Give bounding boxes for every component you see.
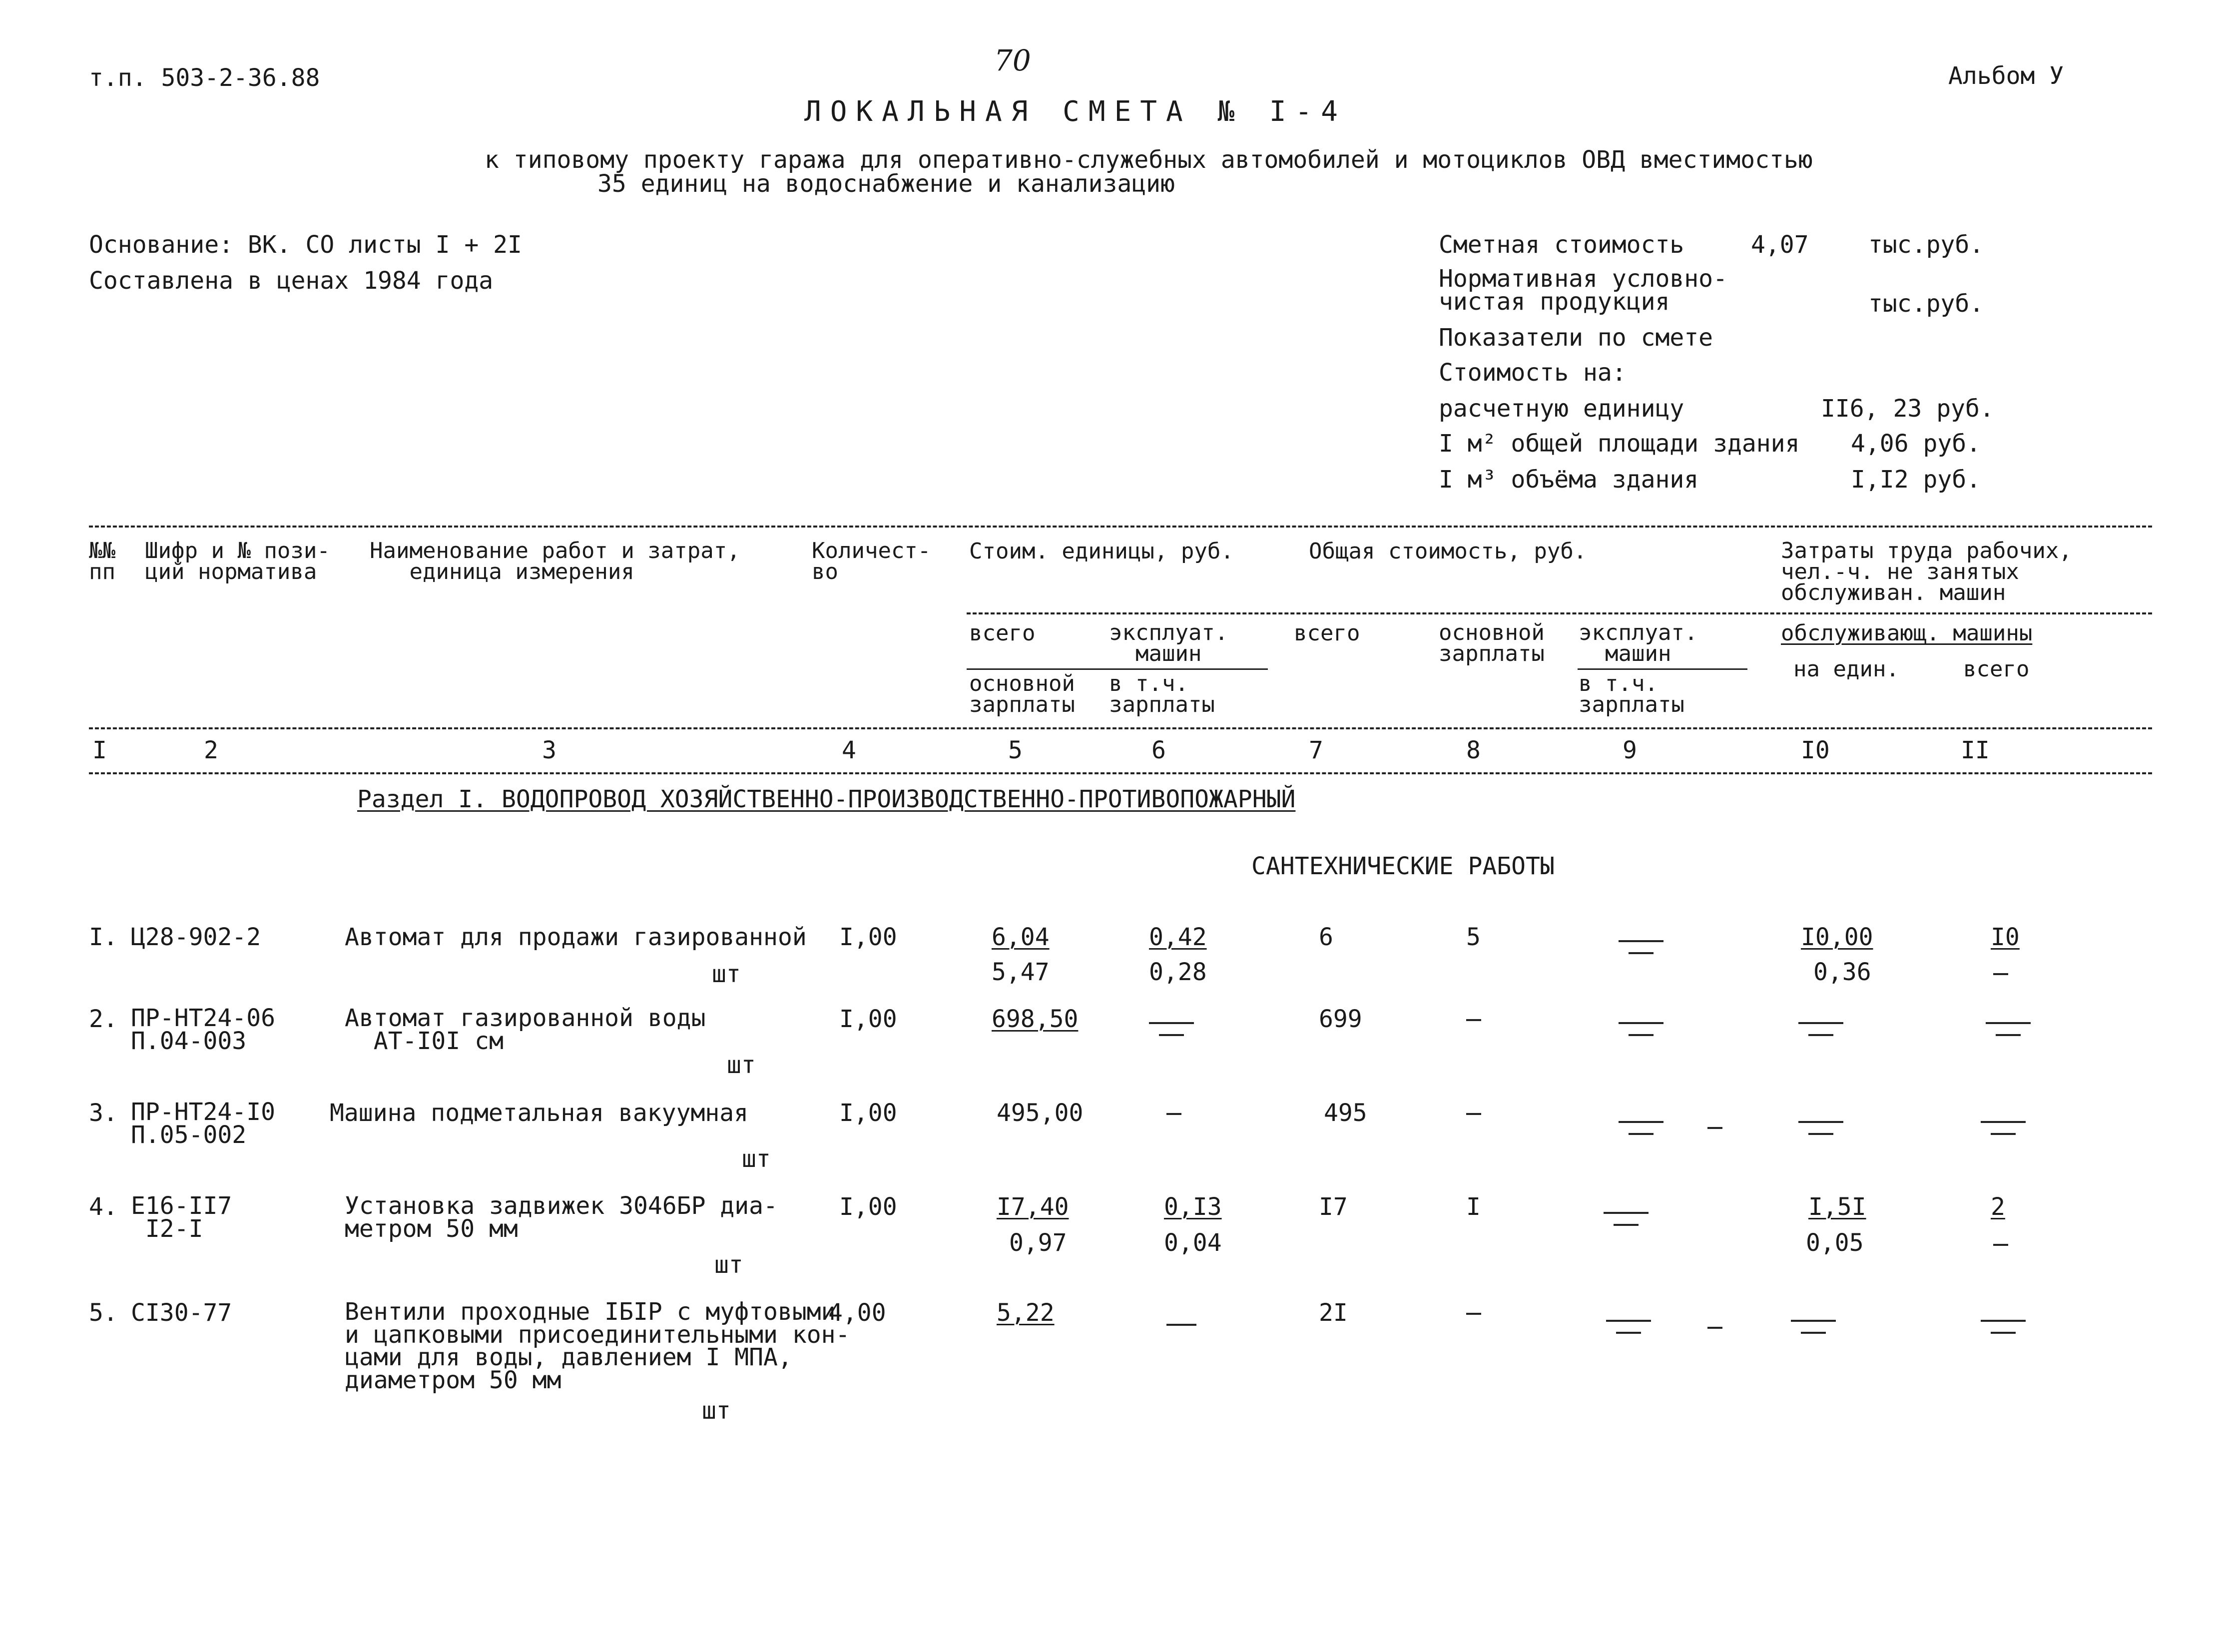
row-unit-cost-total: I7,40 <box>997 1193 1069 1221</box>
estimated-cost-value: 4,07 <box>1751 231 1809 259</box>
per-unit-label: расчетную единицу <box>1439 395 1684 423</box>
subsection-title: САНТЕХНИЧЕСКИЕ РАБОТЫ <box>1251 852 1555 880</box>
row-code: СI30-77 <box>131 1299 232 1327</box>
section-title: Раздел I. ВОДОПРОВОД ХОЗЯЙСТВЕННО-ПРОИЗВОДСТВЕННО-ПРОТИВОПОЖАРНЫЙ <box>357 785 1296 813</box>
labor-total-header: всего <box>1963 656 2030 682</box>
unit-cost-total-underline <box>967 668 1111 670</box>
row-total-machines-extra-dash <box>1707 1327 1722 1329</box>
col-number-7: 7 <box>1309 736 1323 764</box>
col-code-header: Шифр и № пози- ций норматива <box>145 538 330 584</box>
col-name-header: Наименование работ и затрат, единица измерения <box>370 538 740 584</box>
row-total-cost: I7 <box>1319 1193 1348 1221</box>
row-unit-cost-total: 5,22 <box>997 1299 1055 1327</box>
row-unit-cost-machines-dash <box>1166 1324 1196 1326</box>
row-total-cost: 495 <box>1324 1099 1367 1127</box>
row-number: 5. <box>89 1299 118 1327</box>
unit-cost-incl-wages-header: в т.ч. зарплаты <box>1109 671 1215 717</box>
col-unit-cost-header: Стоим. единицы, руб. <box>969 539 1234 564</box>
row-unit-cost-machines: 0,I3 <box>1164 1193 1222 1221</box>
indicators-label: Показатели по смете <box>1439 324 1713 352</box>
row-code: ПР-НТ24-06 П.04-003 <box>131 1004 275 1055</box>
row-unit-cost-machines-dash <box>1166 1113 1181 1115</box>
labor-machines-header: обслуживающ. машины <box>1781 620 2033 646</box>
document-title: ЛОКАЛЬНАЯ СМЕТА № I-4 <box>804 95 1347 128</box>
col-number-11: II <box>1961 736 1990 764</box>
row-quantity: I,00 <box>839 1193 897 1221</box>
estimated-cost-unit: тыс.руб. <box>1868 231 1984 259</box>
row-name: Автомат для продажи газированной <box>345 923 807 951</box>
row-code: Е16-II7 I2-I <box>131 1192 232 1243</box>
col-number-8: 8 <box>1466 736 1481 764</box>
row-unit-cost-incl-wages: 0,28 <box>1149 958 1207 986</box>
cost-on-label: Стоимость на: <box>1439 359 1627 387</box>
normative-product-label: Нормативная условно- чистая продукция <box>1439 265 1727 316</box>
col-number-2: 2 <box>204 736 218 764</box>
col-labor-header: Затраты труда рабочих, чел.-ч. не занятых обслуживан. машин <box>1781 538 2072 605</box>
row-name: Установка задвижек 3046БР диа- метром 50 мм <box>345 1192 778 1243</box>
unit-cost-wages-header: основной зарплаты <box>969 671 1075 717</box>
price-level-line: Составлена в ценах 1984 года <box>89 267 494 295</box>
unit-cost-machines-underline <box>1108 668 1268 670</box>
row-name: Вентили проходные IБIР с муфтовыми и цапковыми присоединительными кон- цами для воды, давлением I МПА, диаметром 50 мм <box>345 1298 850 1394</box>
col-qty-header: Количест- во <box>812 538 931 584</box>
header-top-rule <box>89 526 2152 528</box>
row-unit: шт <box>712 960 741 988</box>
labor-per-unit-header: на един. <box>1793 656 1899 682</box>
total-cost-machines-underline <box>1578 668 1747 670</box>
row-unit: шт <box>702 1397 731 1425</box>
per-m3-label: I м³ объёма здания <box>1439 466 1699 494</box>
col-number-3: 3 <box>542 736 556 764</box>
row-unit-cost-machines: 0,42 <box>1149 923 1207 951</box>
album-label: Альбом У <box>1948 62 2064 90</box>
row-labor-total: 2 <box>1991 1193 2005 1221</box>
total-cost-total-header: всего <box>1294 620 1360 646</box>
row-name: Машина подметальная вакуумная <box>330 1099 749 1127</box>
row-unit-cost-incl-wages: 0,04 <box>1164 1229 1222 1257</box>
row-unit: шт <box>742 1145 771 1173</box>
per-m2-label: I м² общей площади здания <box>1439 430 1800 458</box>
col-number-6: 6 <box>1151 736 1166 764</box>
unit-cost-machines-header: эксплуат. машин <box>1109 620 1228 666</box>
row-labor-total-dash <box>1993 973 2008 975</box>
row-total-wages: 5 <box>1466 923 1481 951</box>
total-cost-machines-header: эксплуат. машин <box>1579 620 1698 666</box>
per-unit-value: II6, 23 руб. <box>1821 395 1994 423</box>
row-number: 2. <box>89 1005 118 1033</box>
row-total-cost: 6 <box>1319 923 1333 951</box>
row-labor-per-unit-machines: 0,36 <box>1813 958 1871 986</box>
row-code: Ц28-902-2 <box>131 923 261 951</box>
col-number-5: 5 <box>1008 736 1023 764</box>
row-number: 3. <box>89 1099 118 1127</box>
row-total-cost: 699 <box>1319 1005 1362 1033</box>
row-unit-cost-wages: 5,47 <box>992 958 1050 986</box>
row-number: I. <box>89 923 118 951</box>
page-number: 70 <box>994 43 1031 77</box>
row-unit: шт <box>714 1251 743 1279</box>
row-name: Автомат газированной воды АТ-I0I см <box>345 1004 706 1055</box>
row-unit: шт <box>727 1051 756 1079</box>
header-mid-rule <box>967 612 2152 614</box>
unit-cost-total-header: всего <box>969 620 1036 646</box>
total-cost-wages-header: основной зарплаты <box>1439 620 1545 666</box>
total-cost-incl-wages-header: в т.ч. зарплаты <box>1579 671 1684 717</box>
row-total-wages: I <box>1466 1193 1481 1221</box>
row-number: 4. <box>89 1193 118 1221</box>
row-total-wages-dash <box>1466 1019 1481 1021</box>
row-unit-cost-total: 6,04 <box>992 923 1050 951</box>
row-unit-cost-wages: 0,97 <box>1009 1229 1067 1257</box>
normative-product-unit: тыс.руб. <box>1868 290 1984 318</box>
header-bottom-rule <box>89 727 2152 729</box>
row-code: ПР-НТ24-I0 П.05-002 <box>131 1098 275 1149</box>
col-no-header: №№ пп <box>89 538 115 584</box>
col-number-1: I <box>92 736 107 764</box>
col-total-cost-header: Общая стоимость, руб. <box>1309 539 1587 564</box>
per-m2-value: 4,06 руб. <box>1851 430 1981 458</box>
row-unit-cost-total: 495,00 <box>997 1099 1084 1127</box>
row-labor-total: I0 <box>1991 923 2020 951</box>
row-unit-cost-total: 698,50 <box>992 1005 1079 1033</box>
row-labor-total-dash <box>1993 1244 2008 1246</box>
document-code: т.п. 503-2-36.88 <box>89 64 320 92</box>
basis-line: Основание: ВК. СО листы I + 2I <box>89 231 522 259</box>
row-total-wages-dash <box>1466 1313 1481 1315</box>
row-quantity: 4,00 <box>828 1299 886 1327</box>
row-total-machines-extra-dash <box>1707 1127 1722 1129</box>
row-quantity: I,00 <box>839 923 897 951</box>
row-total-wages-dash <box>1466 1113 1481 1115</box>
row-total-cost: 2I <box>1319 1299 1348 1327</box>
row-labor-per-unit-machines: 0,05 <box>1806 1229 1864 1257</box>
per-m3-value: I,I2 руб. <box>1851 466 1981 494</box>
col-number-9: 9 <box>1623 736 1637 764</box>
column-numbers-rule <box>89 772 2152 774</box>
document-subtitle-line2: 35 единиц на водоснабжение и канализацию <box>597 170 1175 198</box>
col-number-10: I0 <box>1801 736 1830 764</box>
row-labor-per-unit: I,5I <box>1808 1193 1866 1221</box>
col-number-4: 4 <box>842 736 856 764</box>
document-subtitle-line1: к типовому проекту гаража для оперативно-служебных автомобилей и мотоциклов ОВД вместимостью <box>485 146 1813 174</box>
estimated-cost-label: Сметная стоимость <box>1439 231 1684 259</box>
row-labor-per-unit: I0,00 <box>1801 923 1873 951</box>
row-quantity: I,00 <box>839 1099 897 1127</box>
row-quantity: I,00 <box>839 1005 897 1033</box>
